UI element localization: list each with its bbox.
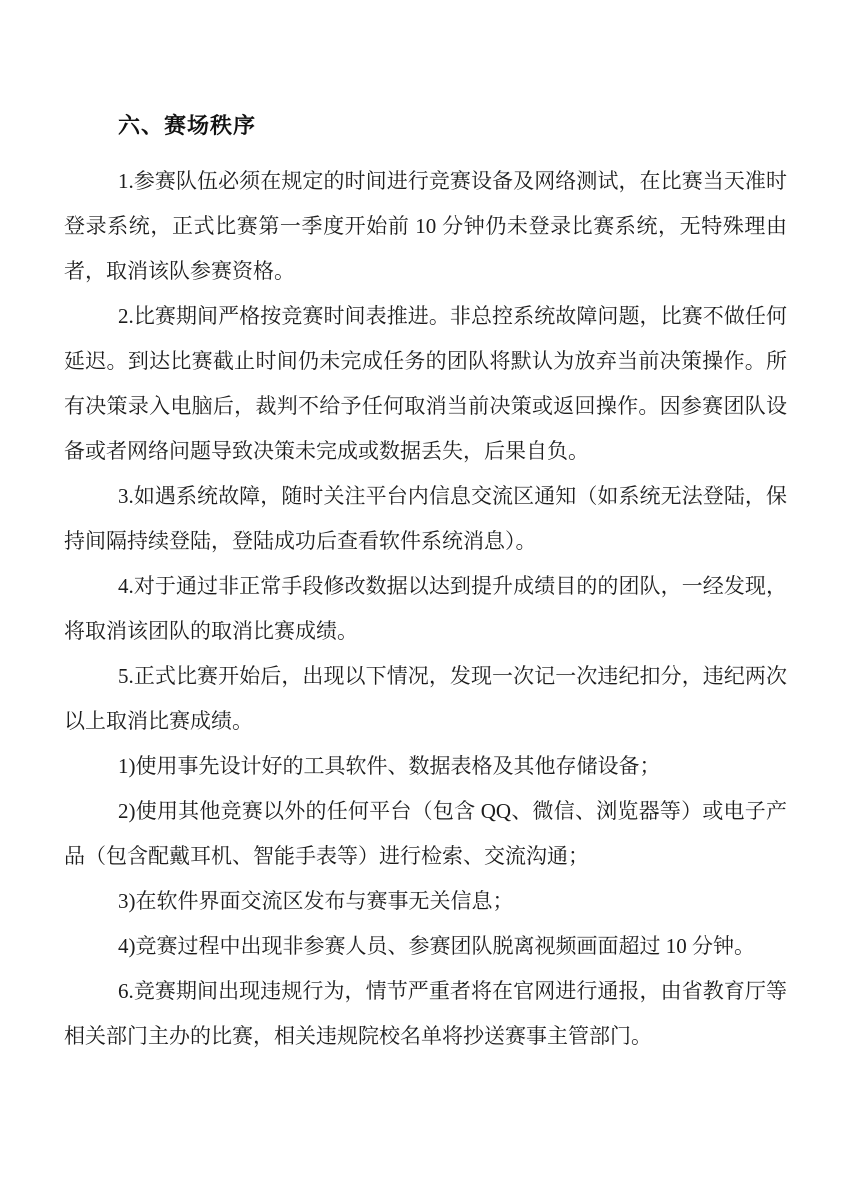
paragraph-rule-5-item-1: 1)使用事先设计好的工具软件、数据表格及其他存储设备； <box>118 754 661 778</box>
paragraph-rule-5-item-4: 4)竞赛过程中出现非参赛人员、参赛团队脱离视频画面超过 10 分钟。 <box>118 934 755 958</box>
paragraph-rule-5-item-2: 2)使用其他竞赛以外的任何平台（包含 QQ、微信、浏览器等）或电子产品（包含配戴耳机、智能手表等）进行检索、交流沟通； <box>64 799 787 868</box>
paragraph-rule-6: 6.竞赛期间出现违规行为，情节严重者将在官网进行通报，由省教育厅等相关部门主办的比赛，相关违规院校名单将抄送赛事主管部门。 <box>64 979 787 1048</box>
paragraph-rule-1: 1.参赛队伍必须在规定的时间进行竞赛设备及网络测试，在比赛当天准时登录系统，正式比赛第一季度开始前 10 分钟仍未登录比赛系统，无特殊理由者，取消该队参赛资格。 <box>64 169 787 283</box>
paragraph-rule-5-item-3: 3)在软件界面交流区发布与赛事无关信息； <box>118 889 514 913</box>
paragraph-rule-4: 4.对于通过非正常手段修改数据以达到提升成绩目的的团队，一经发现，将取消该团队的取消比赛成绩。 <box>64 574 787 643</box>
paragraph-rule-5: 5.正式比赛开始后，出现以下情况，发现一次记一次违纪扣分，违纪两次以上取消比赛成绩。 <box>64 664 787 733</box>
paragraph-rule-2: 2.比赛期间严格按竞赛时间表推进。非总控系统故障问题，比赛不做任何延迟。到达比赛截止时间仍未完成任务的团队将默认为放弃当前决策操作。所有决策录入电脑后，裁判不给予任何取消当前决策或返回操作。因参赛团队设备或者网络问题导致决策未完成或数据丢失，后果自负。 <box>64 304 787 463</box>
paragraph-rule-3: 3.如遇系统故障，随时关注平台内信息交流区通知（如系统无法登陆，保持间隔持续登陆，登陆成功后查看软件系统消息）。 <box>64 484 787 553</box>
section-heading: 六、赛场秩序 <box>118 113 257 138</box>
